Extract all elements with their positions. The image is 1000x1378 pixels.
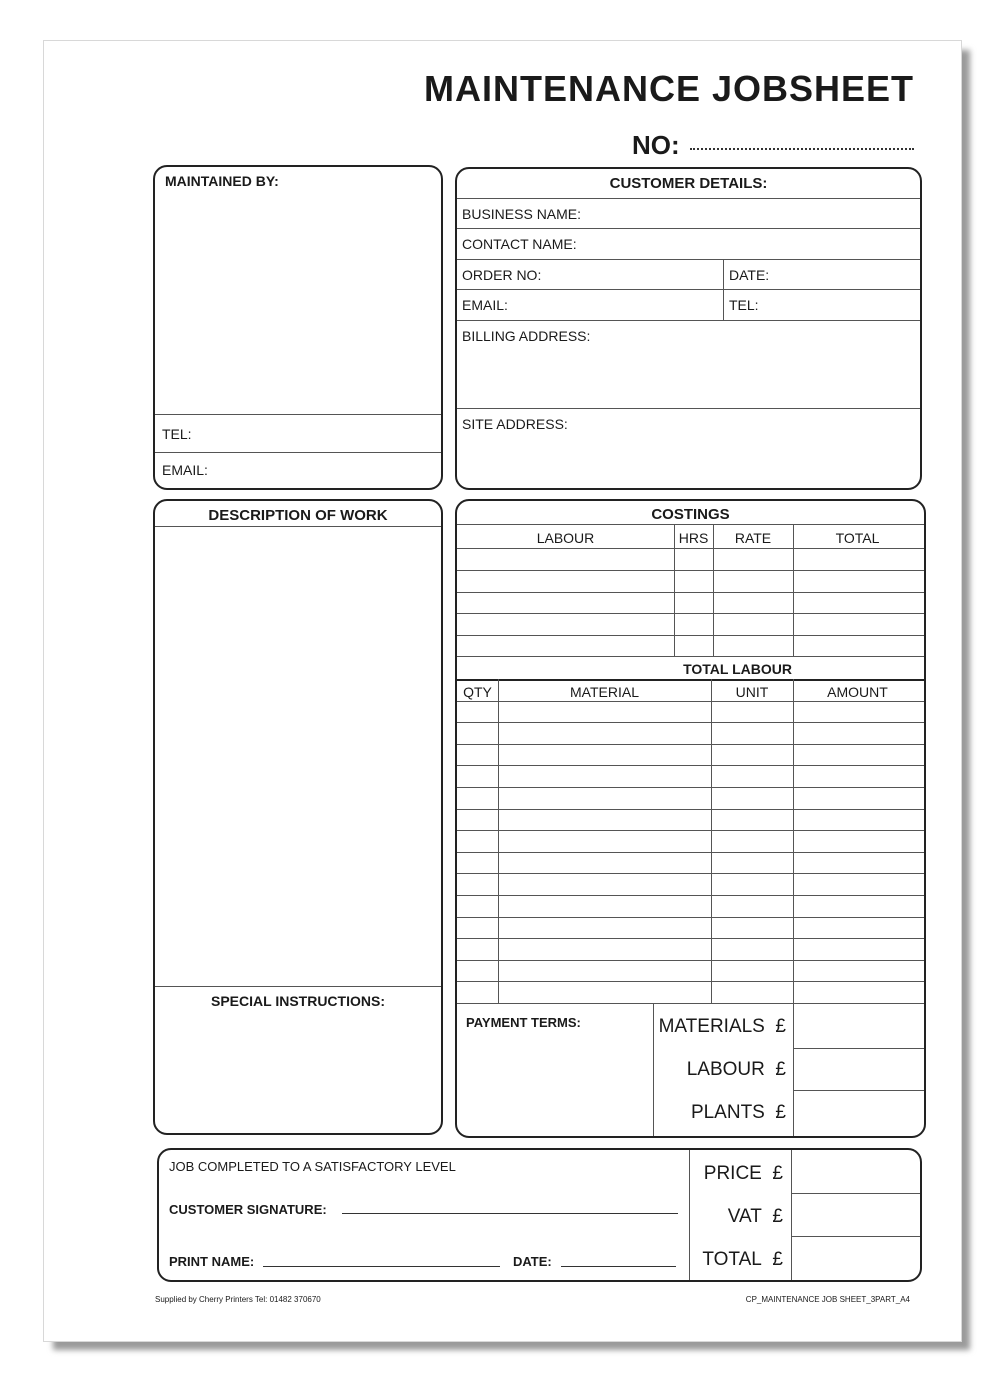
amount-column-header: AMOUNT xyxy=(827,684,888,700)
completion-statement: JOB COMPLETED TO A SATISFACTORY LEVEL xyxy=(169,1159,456,1174)
costings-box xyxy=(455,499,926,1138)
divider xyxy=(723,259,724,321)
maintained-by-field[interactable] xyxy=(155,195,441,413)
labour-entry-area[interactable] xyxy=(457,549,924,656)
order-no-field[interactable] xyxy=(542,260,722,289)
divider xyxy=(457,408,920,409)
payment-terms-field[interactable] xyxy=(457,1033,652,1133)
qty-column-header: QTY xyxy=(463,684,492,700)
customer-date-label: DATE: xyxy=(729,267,770,283)
completion-date-line[interactable] xyxy=(561,1266,676,1267)
rate-column-header: RATE xyxy=(734,530,772,546)
maintained-email-label: EMAIL: xyxy=(162,462,208,478)
contact-name-label: CONTACT NAME: xyxy=(462,236,577,252)
form-code-footer: CP_MAINTENANCE JOB SHEET_3PART_A4 xyxy=(745,1295,910,1304)
labour-total-label: LABOUR £ xyxy=(686,1059,786,1080)
materials-total-field[interactable] xyxy=(794,1004,924,1047)
grand-total-label: TOTAL £ xyxy=(702,1249,783,1270)
divider xyxy=(689,1150,690,1280)
special-instructions-label: SPECIAL INSTRUCTIONS: xyxy=(211,993,385,1009)
customer-signature-label: CUSTOMER SIGNATURE: xyxy=(169,1202,327,1217)
maintained-email-field[interactable] xyxy=(215,453,441,486)
contact-name-field[interactable] xyxy=(577,229,920,258)
order-no-label: ORDER NO: xyxy=(462,267,542,283)
divider xyxy=(653,1003,654,1138)
billing-address-field[interactable] xyxy=(457,347,920,407)
price-label: PRICE £ xyxy=(703,1163,783,1184)
costings-heading: COSTINGS xyxy=(651,506,730,523)
site-address-field[interactable] xyxy=(457,435,920,485)
number-field[interactable] xyxy=(690,148,914,150)
page-title: MAINTENANCE JOBSHEET xyxy=(424,68,915,109)
vat-field[interactable] xyxy=(792,1194,920,1236)
number-label: NO: xyxy=(632,130,680,160)
total-labour-label: TOTAL LABOUR xyxy=(683,661,792,677)
hrs-column-header: HRS xyxy=(678,530,709,546)
description-of-work-box xyxy=(153,499,443,1135)
maintained-tel-label: TEL: xyxy=(162,426,192,442)
business-name-label: BUSINESS NAME: xyxy=(462,206,582,222)
supplier-footer: Supplied by Cherry Printers Tel: 01482 370670 xyxy=(155,1295,321,1304)
divider xyxy=(457,679,924,681)
unit-column-header: UNIT xyxy=(735,684,769,700)
maintained-by-box xyxy=(153,165,443,490)
vat-label: VAT £ xyxy=(727,1206,783,1227)
completion-date-label: DATE: xyxy=(513,1254,552,1269)
plants-total-field[interactable] xyxy=(794,1091,924,1134)
grand-total-field[interactable] xyxy=(792,1237,920,1278)
description-field[interactable] xyxy=(155,527,441,985)
site-address-label: SITE ADDRESS: xyxy=(462,416,568,432)
billing-address-label: BILLING ADDRESS: xyxy=(462,328,591,344)
customer-details-heading: CUSTOMER DETAILS: xyxy=(609,175,768,192)
customer-details-box xyxy=(455,167,922,490)
maintained-tel-field[interactable] xyxy=(205,415,441,451)
divider xyxy=(155,986,441,987)
price-field[interactable] xyxy=(792,1150,920,1193)
maintained-by-heading: MAINTAINED BY: xyxy=(165,173,279,189)
business-name-field[interactable] xyxy=(582,199,920,228)
labour-column-header: LABOUR xyxy=(536,530,595,546)
special-instructions-field[interactable] xyxy=(155,1013,441,1131)
customer-tel-field[interactable] xyxy=(762,290,920,320)
materials-total-label: MATERIALS £ xyxy=(658,1016,786,1037)
description-heading: DESCRIPTION OF WORK xyxy=(208,507,388,524)
total-labour-field[interactable] xyxy=(793,657,924,679)
divider xyxy=(457,320,920,321)
customer-email-field[interactable] xyxy=(517,290,722,320)
divider xyxy=(457,524,924,525)
plants-total-label: PLANTS £ xyxy=(690,1102,786,1123)
customer-signature-line[interactable] xyxy=(342,1213,678,1214)
customer-date-field[interactable] xyxy=(772,260,920,289)
material-column-header: MATERIAL xyxy=(570,684,639,700)
labour-total-field[interactable] xyxy=(794,1049,924,1089)
print-name-label: PRINT NAME: xyxy=(169,1254,255,1269)
total-column-header: TOTAL xyxy=(835,530,880,546)
material-entry-area[interactable] xyxy=(457,702,924,1003)
completion-box xyxy=(157,1148,922,1282)
customer-email-label: EMAIL: xyxy=(462,297,508,313)
payment-terms-label: PAYMENT TERMS: xyxy=(466,1015,581,1030)
print-name-line[interactable] xyxy=(263,1266,500,1267)
customer-tel-label: TEL: xyxy=(729,297,759,313)
